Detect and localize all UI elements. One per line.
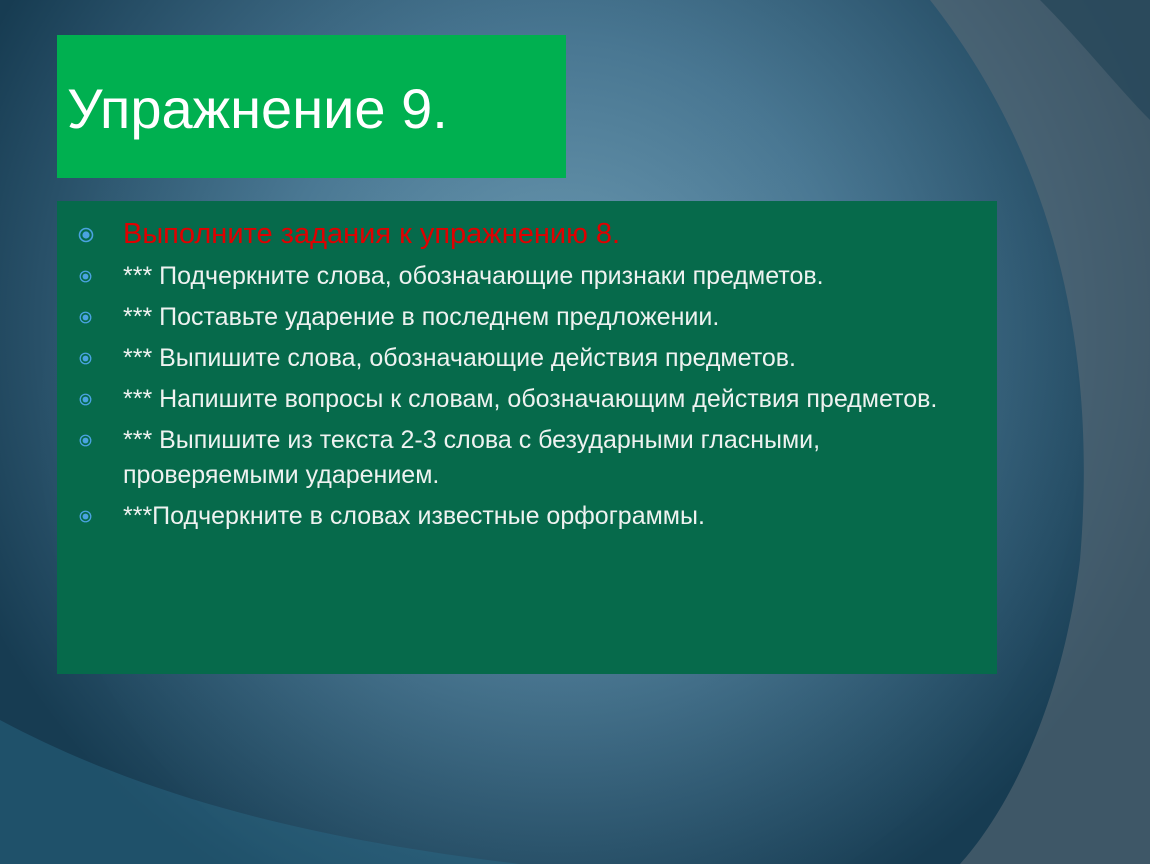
list-item	[57, 259, 997, 294]
circle-bullet-icon	[79, 393, 92, 406]
circle-bullet-icon	[78, 227, 94, 243]
list-item-text: *** Выпишите слова, обозначающие действия предметов.	[123, 344, 796, 372]
circle-bullet-icon	[79, 352, 92, 365]
list-item-text: ***Подчеркните в словах известные орфограммы.	[123, 502, 705, 530]
list-item-text: *** Подчеркните слова, обозначающие признаки предметов.	[123, 262, 824, 290]
content-box	[57, 201, 997, 674]
list-item	[57, 215, 997, 253]
circle-bullet-icon	[79, 311, 92, 324]
circle-bullet-icon	[79, 270, 92, 283]
task-list	[57, 215, 997, 534]
list-item	[57, 423, 997, 493]
title-box	[57, 35, 566, 178]
list-item	[57, 341, 997, 376]
list-item-text: *** Напишите вопросы к словам, обозначающим действия предметов.	[123, 385, 938, 413]
slide-title: Упражнение 9.	[67, 77, 448, 140]
list-item-text: Выполните задания к упражнению 8.	[123, 218, 621, 250]
list-item-text: *** Поставьте ударение в последнем предложении.	[123, 303, 720, 331]
list-item	[57, 382, 997, 417]
circle-bullet-icon	[79, 434, 92, 447]
list-item	[57, 300, 997, 335]
list-item-text: *** Выпишите из текста 2-3 слова с безударными гласными, проверяемыми ударением.	[123, 426, 821, 489]
list-item	[57, 499, 997, 534]
circle-bullet-icon	[79, 510, 92, 523]
